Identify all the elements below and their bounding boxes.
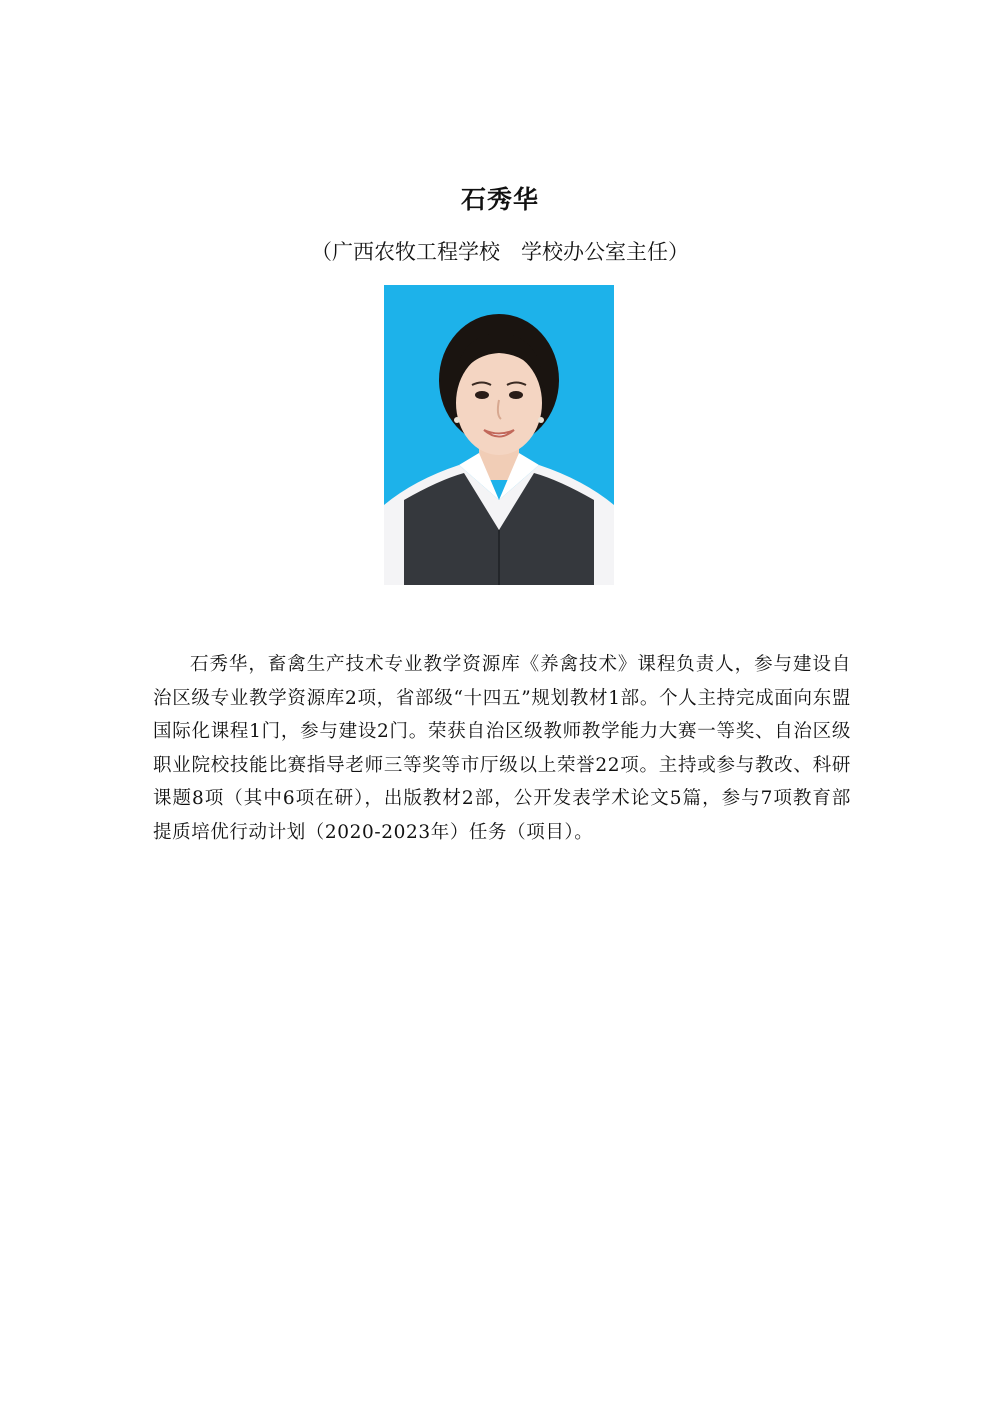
affiliation-line: （广西农牧工程学校 学校办公室主任）	[311, 240, 689, 264]
biography-paragraph: 石秀华，畜禽生产技术专业教学资源库《养禽技术》课程负责人，参与建设自治区级专业教学资源库2项，省部级“十四五”规划教材1部。个人主持完成面向东盟国际化课程1门，参与建设2门。荣获自治区级教师教学能力大赛一等奖、自治区级职业院校技能比赛指导老师三等奖等市厅级以上荣誉22项。主持或参与教改、科研课题8项（其中6项在研），出版教材2部，公开发表学术论文5篇，参与7项教育部提质培优行动计划（2020-2023年）任务（项目）。	[153, 654, 851, 843]
portrait-illustration	[384, 285, 614, 585]
portrait-photo	[384, 285, 614, 585]
person-name: 石秀华	[460, 185, 539, 214]
